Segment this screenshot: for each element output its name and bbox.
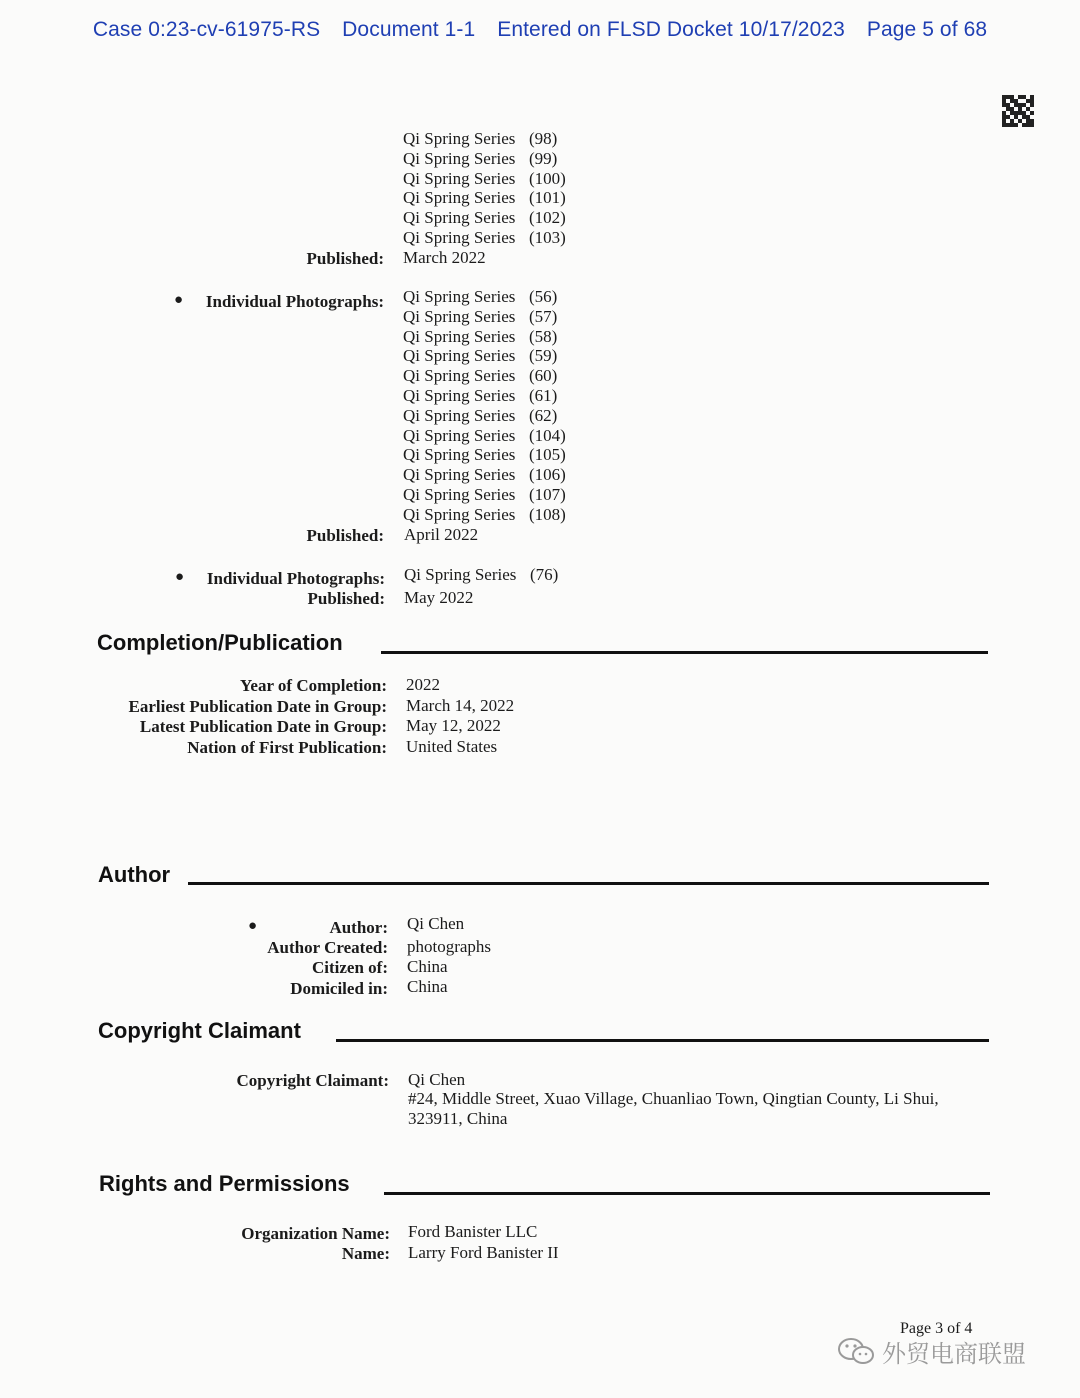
- year-of-completion-label: Year of Completion:: [240, 676, 387, 695]
- nation-label: Nation of First Publication:: [187, 738, 387, 757]
- individual-photographs-label: Individual Photographs:: [206, 569, 385, 588]
- list-item: Qi Spring Series (103): [403, 227, 566, 247]
- published-label: Published:: [307, 589, 385, 608]
- group2-list: [403, 287, 566, 525]
- author-section-title: Author: [98, 862, 171, 887]
- list-item: Qi Spring Series (108): [403, 504, 566, 524]
- list-item: Qi Spring Series (104): [403, 425, 566, 445]
- list-item: Qi Spring Series (60): [403, 366, 558, 386]
- list-item: Qi Spring Series (58): [403, 326, 558, 346]
- domiciled-label: Domiciled in:: [290, 979, 388, 998]
- docket-entry: Entered on FLSD Docket 10/17/2023: [497, 18, 845, 41]
- list-item: Qi Spring Series (100): [403, 168, 566, 188]
- published-value: March 2022: [403, 248, 486, 267]
- name-label: Name:: [341, 1244, 390, 1263]
- citizen-label: Citizen of:: [311, 958, 388, 977]
- list-item: Qi Spring Series (98): [403, 129, 558, 148]
- year-of-completion-value: 2022: [406, 675, 440, 694]
- list-item: Qi Spring Series (61): [403, 385, 558, 405]
- list-item: Qi Spring Series (102): [403, 208, 566, 228]
- bullet-icon: ●: [248, 918, 258, 934]
- list-item: Qi Spring Series (107): [403, 484, 566, 504]
- organization-name-value: Ford Banister LLC: [408, 1222, 538, 1241]
- section-divider: [381, 651, 988, 654]
- footer-page-number: Page 3 of 4: [900, 1320, 973, 1337]
- list-item: Qi Spring Series (105): [403, 445, 566, 465]
- nation-value: United States: [406, 737, 498, 756]
- qr-code-icon: [1002, 95, 1034, 127]
- claimant-address-line2: 323911, China: [408, 1109, 508, 1128]
- claimant-address-line1: #24, Middle Street, Xuao Village, Chuanliao Town, Qingtian County, Li Shui,: [408, 1089, 939, 1108]
- copyright-claimant-label: Copyright Claimant:: [236, 1071, 389, 1090]
- section-divider: [188, 882, 989, 885]
- list-item: Qi Spring Series (59): [403, 346, 558, 366]
- wechat-icon: [836, 1336, 876, 1366]
- list-item: Qi Spring Series (99): [403, 148, 558, 168]
- docket-page: Page 5 of 68: [866, 18, 988, 41]
- individual-photographs-label: Individual Photographs:: [205, 292, 384, 311]
- author-label: Author:: [329, 918, 388, 937]
- rights-section-title: Rights and Permissions: [99, 1171, 350, 1196]
- list-item: Qi Spring Series (76): [404, 565, 559, 584]
- published-label: Published:: [306, 526, 384, 545]
- domiciled-value: China: [407, 977, 448, 996]
- name-value: Larry Ford Banister II: [408, 1243, 559, 1262]
- bullet-icon: ●: [174, 292, 184, 308]
- citizen-value: China: [407, 957, 448, 976]
- claimant-section-title: Copyright Claimant: [98, 1018, 301, 1043]
- published-label: Published:: [306, 249, 384, 268]
- document-number: Document 1-1: [342, 18, 476, 41]
- published-value: May 2022: [404, 588, 474, 607]
- organization-name-label: Organization Name:: [241, 1224, 390, 1243]
- completion-section-title: Completion/Publication: [97, 630, 343, 655]
- group1-list: [403, 129, 566, 248]
- section-divider: [336, 1039, 989, 1042]
- case-number: Case 0:23-cv-61975-RS: [92, 18, 321, 41]
- list-item: Qi Spring Series (101): [403, 188, 566, 208]
- section-divider: [384, 1192, 990, 1195]
- earliest-date-label: Earliest Publication Date in Group:: [128, 697, 387, 716]
- latest-date-label: Latest Publication Date in Group:: [139, 717, 387, 736]
- author-created-label: Author Created:: [267, 938, 388, 957]
- docket-header: [0, 18, 1080, 42]
- list-item: Qi Spring Series (62): [403, 405, 558, 425]
- latest-date-value: May 12, 2022: [406, 716, 501, 735]
- bullet-icon: ●: [175, 569, 185, 585]
- list-item: Qi Spring Series (106): [403, 465, 566, 485]
- list-item: Qi Spring Series (57): [403, 306, 558, 326]
- published-value: April 2022: [404, 525, 479, 544]
- watermark-text: 外贸电商联盟: [882, 1340, 1026, 1368]
- claimant-name: Qi Chen: [408, 1070, 466, 1089]
- author-created-value: photographs: [407, 937, 492, 956]
- earliest-date-value: March 14, 2022: [406, 696, 515, 715]
- author-value: Qi Chen: [407, 914, 465, 933]
- list-item: Qi Spring Series (56): [403, 287, 558, 306]
